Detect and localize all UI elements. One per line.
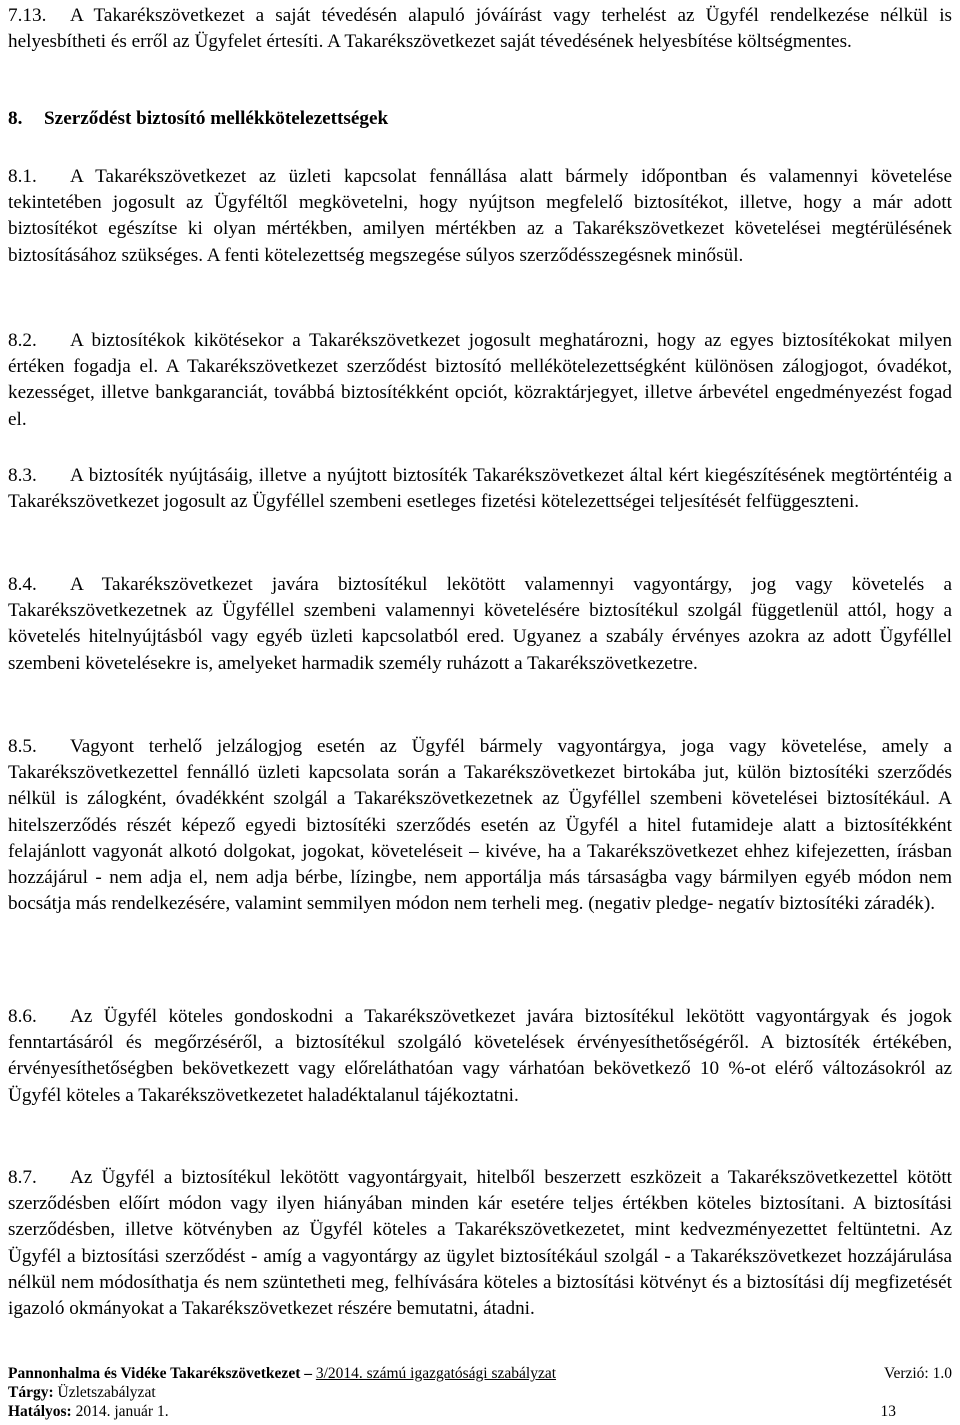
- footer-subject: Üzletszabályzat: [57, 1384, 156, 1401]
- page-number: 13: [880, 1403, 896, 1420]
- footer-subject-label: Tárgy:: [8, 1384, 54, 1401]
- paragraph-number: 8.7.: [8, 1167, 37, 1188]
- paragraph-number: 8.6.: [8, 1006, 37, 1027]
- section-title: Szerződést biztosító mellékkötelezettségek: [44, 108, 389, 129]
- page-footer: [8, 1364, 952, 1421]
- paragraph-8-4: [8, 572, 952, 677]
- paragraph-number: 7.13.: [8, 5, 47, 26]
- footer-row-effective: [8, 1402, 952, 1421]
- paragraph-text: A biztosítékok kikötésekor a Takarékszövetkezet jogosult meghatározni, hogy az egyes biztosítékokat milyen értéken fogadja el. A Takarékszövetkezet szerződést biztosító mellékötelezettségként különösen zálogjogot, óvadékot, kezességet, illetve bankgaranciát, továbbá biztosítékként opciót, közraktárjegyet, illetve árbevétel engedményezést fogad el.: [8, 330, 952, 430]
- footer-effective-label: Hatályos:: [8, 1403, 72, 1420]
- paragraph-8-3: [8, 463, 952, 515]
- footer-version: Verzió: 1.0: [883, 1365, 952, 1382]
- footer-effective-date: 2014. január 1.: [75, 1403, 169, 1420]
- paragraph-8-6: [8, 1004, 952, 1109]
- paragraph-8-5: [8, 734, 952, 917]
- section-heading: [8, 106, 388, 132]
- paragraph-text: Az Ügyfél a biztosítékul lekötött vagyontárgyait, hitelből beszerzett eszközeit a Takarékszövetkezettel kötött szerződésben előírt módon vagy ilyen hiányában minden kár esetére teljes értékben köteles biztosítani. A biztosítási szerződésben, illetve kötvényben az Ügyfél köteles a Takarékszövetkezetet, mint kedvezményezettet feltüntetni. Az Ügyfél a biztosítási szerződést - amíg a vagyontárgy az ügylet biztosítékául szolgál - a Takarékszövetkezet hozzájárulása nélkül nem módosíthatja és nem szüntetheti meg, felhívására köteles a biztosítási kötvényt és a biztosítási díj megfizetését igazoló okmányokat a Takarékszövetkezet részére bemutatni, átadni.: [8, 1167, 952, 1320]
- paragraph-number: 8.4.: [8, 574, 37, 595]
- paragraph-text: A Takarékszövetkezet az üzleti kapcsolat fennállása alatt bármely időpontban és valamennyi követelése tekintetében jogosult az Ügyféltől megkövetelni, hogy nyújtson megfelelő biztosítékot, illetve, hogy a már adott biztosítékot egészítse ki olyan mértékben, amilyen mértékben az a Takarékszövetkezet követelései megtérülésének biztosításához szükséges. A fenti kötelezettség megszegése súlyos szerződésszegésnek minősül.: [8, 166, 952, 266]
- paragraph-8-2: [8, 328, 952, 433]
- footer-row-subject: [8, 1383, 952, 1402]
- footer-row-regulation: [8, 1364, 952, 1383]
- paragraph-number: 8.5.: [8, 736, 37, 757]
- paragraph-text: Vagyont terhelő jelzálogjog esetén az Ügyfél bármely vagyontárgya, joga vagy követelése, amely a Takarékszövetkezettel fennálló üzleti kapcsolata során a Takarékszövetkezet birtokába jut, külön biztosítéki szerződés nélkül is zálogként, óvadékként szolgál a Takarékszövetkezetnek az Ügyféllel szembeni követelései biztosítékául. A hitelszerződés részét képező egyedi biztosítéki szerződés esetén az Ügyfél a hitel futamideje alatt a biztosítékként felajánlott vagyonát alkotó dolgokat, jogokat, követeléseit – kivéve, ha a Takarékszövetkezet ehhez kifejezetten, írásban hozzájárul - nem adja el, nem adja bérbe, lízingbe, nem apportálja más társaságba vagy bármilyen egyéb módon nem bocsátja más rendelkezésére, valamint semmilyen módon nem terheli meg. (negativ pledge- negatív biztosítéki záradék).: [8, 736, 952, 915]
- paragraph-8-7: [8, 1165, 952, 1322]
- paragraph-text: A biztosíték nyújtásáig, illetve a nyújtott biztosíték Takarékszövetkezet által kért kiegészítésének megtörténtéig a Takarékszövetkezet jogosult az Ügyféllel szembeni esetleges fizetési kötelezettségei teljesítését felfüggeszteni.: [8, 465, 952, 513]
- paragraph-number: 8.1.: [8, 166, 37, 187]
- footer-regulation-number: 3/2014: [315, 1365, 359, 1382]
- paragraph-number: 8.3.: [8, 465, 37, 486]
- footer-dash: –: [304, 1365, 312, 1382]
- paragraph-8-1: [8, 164, 952, 269]
- paragraph-number: 8.2.: [8, 330, 37, 351]
- footer-org-name: Pannonhalma és Vidéke Takarékszövetkezet: [8, 1365, 301, 1382]
- paragraph-text: A Takarékszövetkezet javára biztosítékul lekötött valamennyi vagyontárgy, jog vagy követelés a Takarékszövetkezetnek az Ügyféllel szembeni valamennyi követelésére biztosítékul szolgál függetlenül attól, hogy a követelés hitelnyújtásból vagy egyéb üzleti kapcsolatból ered. Ugyanez a szabály érvényes azokra az adott Ügyféllel szembeni követelésekre is, amelyeket harmadik személy ruházott a Takarékszövetkezetre.: [8, 574, 952, 674]
- paragraph-text: Az Ügyfél köteles gondoskodni a Takarékszövetkezet javára biztosítékul lekötött vagyontárgyak és jogok fenntartásáról és megőrzéséről, a biztosítékul szolgáló követelések érvényesíthetőségéről. A biztosíték értékében, érvényesíthetőségben bekövetkezett vagy előreláthatóan vagy várhatóan bekövetkező 10 %-ot elérő változásokról az Ügyfél köteles a Takarékszövetkezetet haladéktalanul tájékoztatni.: [8, 1006, 952, 1106]
- paragraph-7-13: [8, 3, 952, 55]
- paragraph-text: A Takarékszövetkezet a saját tévedésén alapuló jóváírást vagy terhelést az Ügyfél rendelkezése nélkül is helyesbítheti és erről az Ügyfelet értesíti. A Takarékszövetkezet saját tévedésének helyesbítése költségmentes.: [8, 5, 952, 53]
- footer-regulation-text: . számú igazgatósági szabályzat: [358, 1365, 557, 1382]
- section-number: 8.: [8, 108, 23, 129]
